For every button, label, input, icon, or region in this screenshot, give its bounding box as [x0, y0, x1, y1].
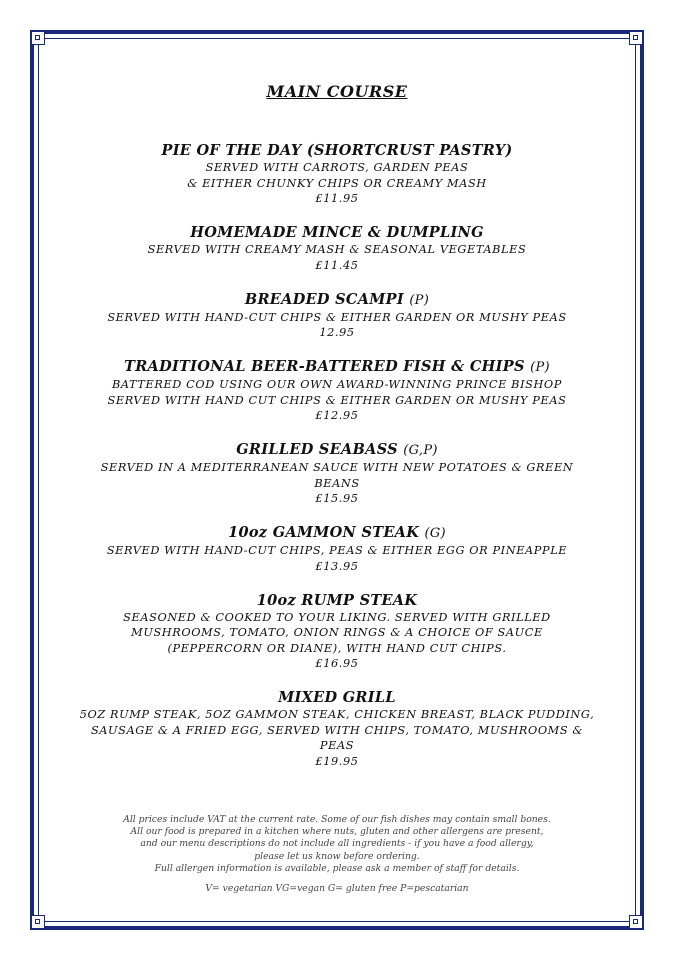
corner-ornament-top-right	[629, 31, 643, 45]
menu-content	[60, 82, 614, 787]
menu-item	[60, 592, 614, 673]
item-description: PEAS	[319, 739, 355, 752]
item-description: SERVED WITH CARROTS, GARDEN PEAS	[205, 161, 469, 174]
item-price: £12.95	[315, 409, 359, 422]
footer-line: please let us know before ordering.	[254, 850, 420, 862]
item-title: HOMEMADE MINCE & DUMPLING	[190, 224, 484, 241]
dietary-tag: (P)	[409, 292, 430, 308]
item-description: SERVED WITH HAND-CUT CHIPS & EITHER GARDEN OR MUSHY PEAS	[107, 310, 567, 324]
footer-line: Full allergen information is available, please ask a member of staff for details.	[154, 862, 520, 874]
item-name	[60, 524, 614, 543]
footer-line: All our food is prepared in a kitchen where nuts, gluten and other allergens are present,	[130, 826, 544, 838]
item-description: SAUSAGE & A FRIED EGG, SERVED WITH CHIPS, TOMATO, MUSHROOMS &	[90, 723, 584, 737]
dietary-tag: (P)	[530, 360, 550, 375]
item-name	[60, 592, 614, 610]
menu-item	[60, 142, 614, 207]
item-title: BREADED SCAMPI	[244, 290, 404, 308]
item-name	[60, 689, 614, 707]
item-price: £15.95	[315, 492, 359, 505]
dietary-legend: V= vegetarian VG=vegan G= gluten free P=pescatarian	[205, 883, 469, 895]
item-price: 12.95	[319, 326, 355, 339]
corner-ornament-top-left	[31, 31, 45, 45]
item-title: 10oz GAMMON STEAK	[228, 524, 420, 541]
footer-line: All prices include VAT at the current rate. Some of our fish dishes may contain small bones.	[123, 814, 551, 825]
menu-item	[60, 358, 614, 424]
item-price: £13.95	[315, 559, 359, 573]
menu-item	[60, 524, 614, 575]
item-description: SERVED WITH HAND CUT CHIPS & EITHER GARDEN OR MUSHY PEAS	[107, 393, 567, 407]
item-description: 5OZ RUMP STEAK, 5OZ GAMMON STEAK, CHICKEN BREAST, BLACK PUDDING,	[79, 708, 595, 721]
menu-item	[60, 291, 614, 342]
item-price: £19.95	[315, 754, 359, 768]
item-price: £11.45	[315, 258, 359, 272]
corner-ornament-bottom-left	[31, 915, 45, 929]
item-title: PIE OF THE DAY (SHORTCRUST PASTRY)	[161, 142, 513, 159]
corner-ornament-bottom-right	[629, 915, 643, 929]
dietary-tag: (G,P)	[403, 443, 438, 458]
menu-heading: MAIN COURSE	[266, 82, 408, 101]
item-price: £11.95	[315, 192, 359, 205]
item-price: £16.95	[315, 657, 359, 670]
menu-item	[60, 689, 614, 770]
item-title: 10oz RUMP STEAK	[256, 591, 418, 609]
item-description: SERVED WITH CREAMY MASH & SEASONAL VEGETABLES	[147, 243, 527, 256]
allergen-footer	[100, 814, 574, 895]
item-description: (PEPPERCORN OR DIANE), WITH HAND CUT CHIPS.	[167, 641, 507, 655]
item-title: TRADITIONAL BEER-BATTERED FISH & CHIPS	[124, 358, 525, 375]
item-name	[60, 358, 614, 377]
item-name	[60, 441, 614, 460]
item-description: SEASONED & COOKED TO YOUR LIKING. SERVED WITH GRILLED	[123, 610, 551, 624]
item-description: SERVED WITH HAND-CUT CHIPS, PEAS & EITHER EGG OR PINEAPPLE	[106, 544, 568, 557]
dietary-tag: (G)	[424, 526, 446, 541]
item-description: BATTERED COD USING OUR OWN AWARD-WINNING PRINCE BISHOP	[111, 378, 562, 391]
item-name	[60, 291, 614, 310]
item-title: MIXED GRILL	[278, 689, 396, 706]
menu-item	[60, 224, 614, 274]
item-description: SERVED IN A MEDITERRANEAN SAUCE WITH NEW POTATOES & GREEN	[100, 461, 574, 474]
item-description: & EITHER CHUNKY CHIPS OR CREAMY MASH	[187, 176, 487, 190]
item-description: MUSHROOMS, TOMATO, ONION RINGS & A CHOICE OF SAUCE	[131, 626, 543, 639]
footer-line: and our menu descriptions do not include all ingredients - if you have a food allergy,	[140, 838, 534, 850]
item-name	[60, 224, 614, 242]
menu-item	[60, 441, 614, 507]
item-description: BEANS	[314, 476, 360, 490]
item-title: GRILLED SEABASS	[236, 441, 398, 458]
item-name	[60, 142, 614, 160]
